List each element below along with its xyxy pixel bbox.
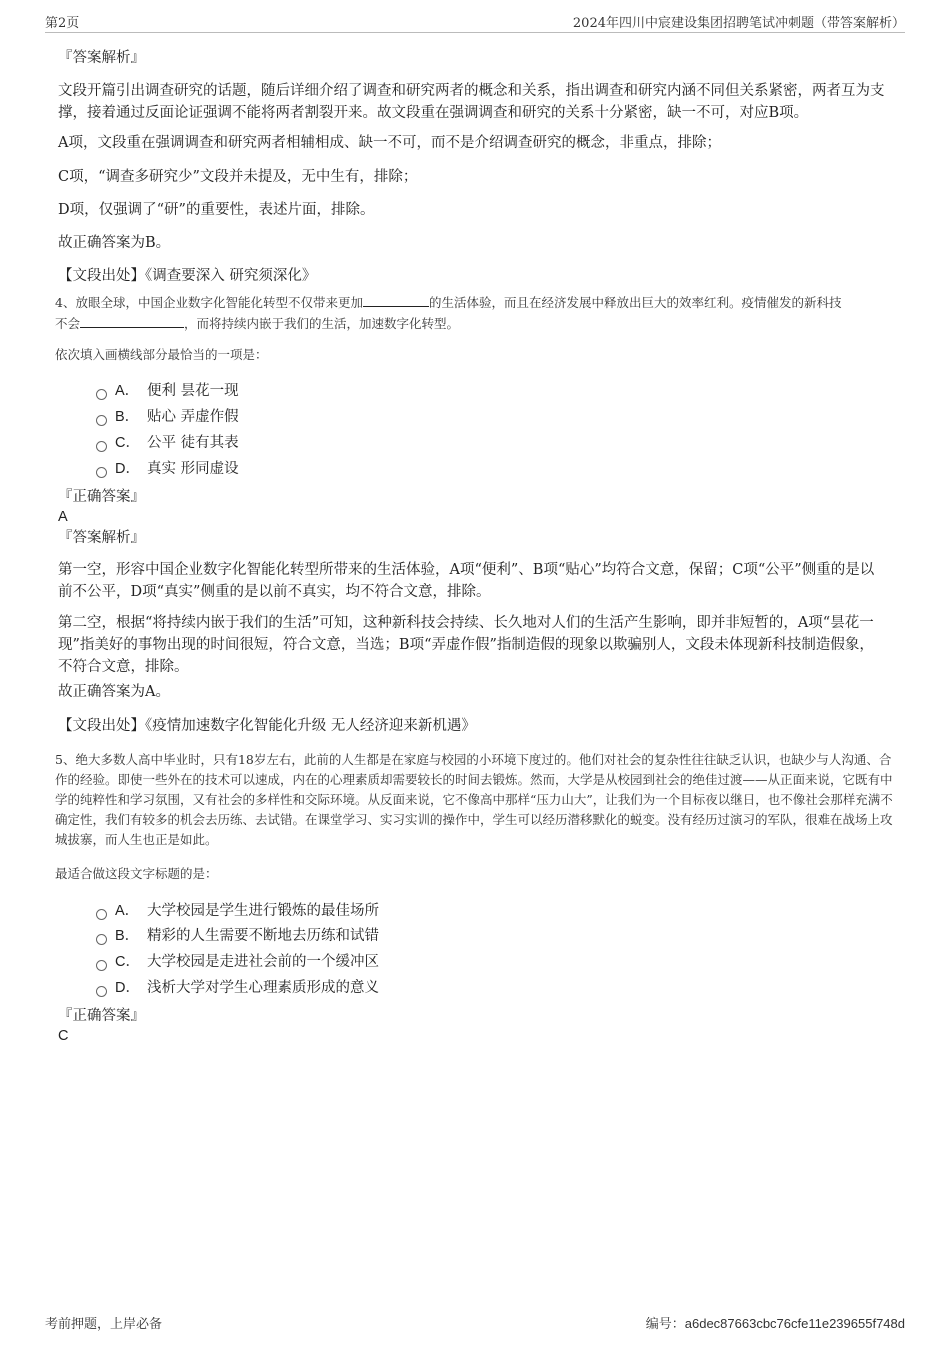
q5-option-c[interactable] bbox=[96, 952, 379, 972]
option-letter: D． bbox=[115, 461, 140, 477]
radio-icon[interactable] bbox=[96, 960, 107, 971]
q4-blank-2 bbox=[80, 313, 184, 328]
option-text: 便利 昙花一现 bbox=[147, 383, 239, 399]
q4-option-a[interactable] bbox=[96, 381, 239, 401]
q4-source: 【文段出处】《疫情加速数字化智能化升级 无人经济迎来新机遇》 bbox=[58, 718, 476, 734]
q3-analysis-p3: C项，“调查多研究少”文段并未提及，无中生有，排除； bbox=[58, 169, 418, 185]
document-id-label: 编号： bbox=[645, 1317, 685, 1332]
q4-stem-part1: 4、放眼全球，中国企业数字化智能化转型不仅带来更加 bbox=[55, 295, 363, 310]
q5-stem: 5、绝大多数人高中毕业时，只有18岁左右，此前的人生都是在家庭与校园的小环境下度过的。他们对社会的复杂性往往缺乏认识，也缺少与人沟通、合作的经验。即使一些外在的技术可以速成，内在的心理素质却需要较长的时间去锻炼。然而，大学是从校园到社会的绝佳过渡——从正面来说，它既有中学的纯粹性和学习氛围，又有社会的多样性和交际环境。从反面来说，它不像高中那样“压力山大”，让我们为一个目标夜以继日，也不像社会那样充满不确定性，我们有较多的机会去历练、去试错。在课堂学习、实习实训的操作中，学生可以经历潜移默化的蜕变。没有经历过演习的军队，很难在战场上攻城拔寨，而人生也正是如此。 bbox=[55, 752, 893, 847]
q3-analysis-p5: 故正确答案为B。 bbox=[58, 235, 171, 251]
q4-prompt: 依次填入画横线部分最恰当的一项是： bbox=[55, 347, 268, 362]
q4-option-c[interactable] bbox=[96, 433, 239, 453]
q4-analysis-p2: 第二空，根据“将持续内嵌于我们的生活”可知，这种新科技会持续、长久地对人们的生活产生影响，即并非短暂的，A项“昙花一现”指美好的事物出现的时间很短，符合文意，当选；B项“弄虚作假”指制造假的现象以欺骗别人，文段未体现新科技制造假象，不符合文意，排除。 bbox=[58, 615, 874, 675]
q4-option-d[interactable] bbox=[96, 459, 239, 479]
radio-icon[interactable] bbox=[96, 415, 107, 426]
option-text: 大学校园是学生进行锻炼的最佳场所 bbox=[147, 903, 379, 919]
q3-analysis-p4: D项，仅强调了“研”的重要性，表述片面，排除。 bbox=[58, 202, 375, 218]
q4-analysis-p3: 故正确答案为A。 bbox=[58, 684, 170, 700]
q4-option-b[interactable] bbox=[96, 407, 239, 427]
option-text: 浅析大学对学生心理素质形成的意义 bbox=[147, 980, 379, 996]
q4-analysis-p1: 第一空，形容中国企业数字化智能化转型所带来的生活体验，A项“便利”、B项“贴心”均符合文意，保留；C项“公平”侧重的是以前不公平，D项“真实”侧重的是以前不真实，均不符合文意，排除。 bbox=[58, 562, 875, 600]
footer-slogan: 考前押题，上岸必备 bbox=[45, 1317, 163, 1332]
q4-answer: A bbox=[58, 509, 68, 525]
radio-icon[interactable] bbox=[96, 467, 107, 478]
radio-icon[interactable] bbox=[96, 934, 107, 945]
radio-icon[interactable] bbox=[96, 389, 107, 400]
q5-option-b[interactable] bbox=[96, 926, 379, 946]
option-text: 真实 形同虚设 bbox=[147, 461, 239, 477]
q4-stem bbox=[55, 292, 900, 334]
page-number: 第2页 bbox=[45, 16, 80, 31]
q3-analysis-p2: A项，文段重在强调调查和研究两者相辅相成、缺一不可，而不是介绍调查研究的概念，非重点，排除； bbox=[58, 135, 721, 151]
q4-stem-part2: 的生活体验，而且在经济发展中释放出巨大的效率红利。疫情催发的新科技 bbox=[428, 295, 842, 310]
option-letter: D． bbox=[115, 980, 140, 996]
option-text: 精彩的人生需要不断地去历练和试错 bbox=[147, 928, 379, 944]
q4-blank-1 bbox=[363, 292, 429, 307]
q5-answer-heading: 『正确答案』 bbox=[58, 1008, 145, 1024]
option-text: 公平 徒有其表 bbox=[147, 435, 239, 451]
document-id-value: a6dec87663cbc76cfe11e239655f748d bbox=[684, 1316, 905, 1331]
q5-answer: C bbox=[58, 1028, 69, 1044]
option-letter: B． bbox=[115, 409, 140, 425]
q4-stem-part4: ，而将持续内嵌于我们的生活，加速数字化转型。 bbox=[184, 316, 460, 331]
q5-option-a[interactable] bbox=[96, 901, 379, 921]
option-text: 贴心 弄虚作假 bbox=[147, 409, 239, 425]
page-footer bbox=[45, 1313, 905, 1332]
option-letter: C． bbox=[115, 435, 140, 451]
q3-source: 【文段出处】《调查要深入 研究须深化》 bbox=[58, 268, 317, 284]
document-id bbox=[646, 1313, 905, 1332]
option-letter: B． bbox=[115, 928, 140, 944]
option-text: 大学校园是走进社会前的一个缓冲区 bbox=[147, 954, 379, 970]
q3-analysis-p1: 文段开篇引出调查研究的话题，随后详细介绍了调查和研究两者的概念和关系，指出调查和研究内涵不同但关系紧密，两者互为支撑，接着通过反面论证强调不能将两者割裂开来。故文段重在强调调查和研究的关系十分紧密，缺一不可，对应B项。 bbox=[58, 83, 885, 121]
radio-icon[interactable] bbox=[96, 909, 107, 920]
radio-icon[interactable] bbox=[96, 986, 107, 997]
page-header bbox=[45, 12, 905, 33]
q4-answer-heading: 『正确答案』 bbox=[58, 489, 145, 505]
q4-analysis-heading: 『答案解析』 bbox=[58, 530, 145, 546]
option-letter: A． bbox=[115, 903, 140, 919]
q5-prompt: 最适合做这段文字标题的是： bbox=[55, 866, 218, 881]
document-title: 2024年四川中宸建设集团招聘笔试冲刺题（带答案解析） bbox=[572, 16, 905, 31]
option-letter: A． bbox=[115, 383, 140, 399]
option-letter: C． bbox=[115, 954, 140, 970]
q4-stem-part3: 不会 bbox=[55, 316, 81, 331]
q3-analysis-heading: 『答案解析』 bbox=[58, 50, 145, 66]
radio-icon[interactable] bbox=[96, 441, 107, 452]
q5-option-d[interactable] bbox=[96, 978, 379, 998]
